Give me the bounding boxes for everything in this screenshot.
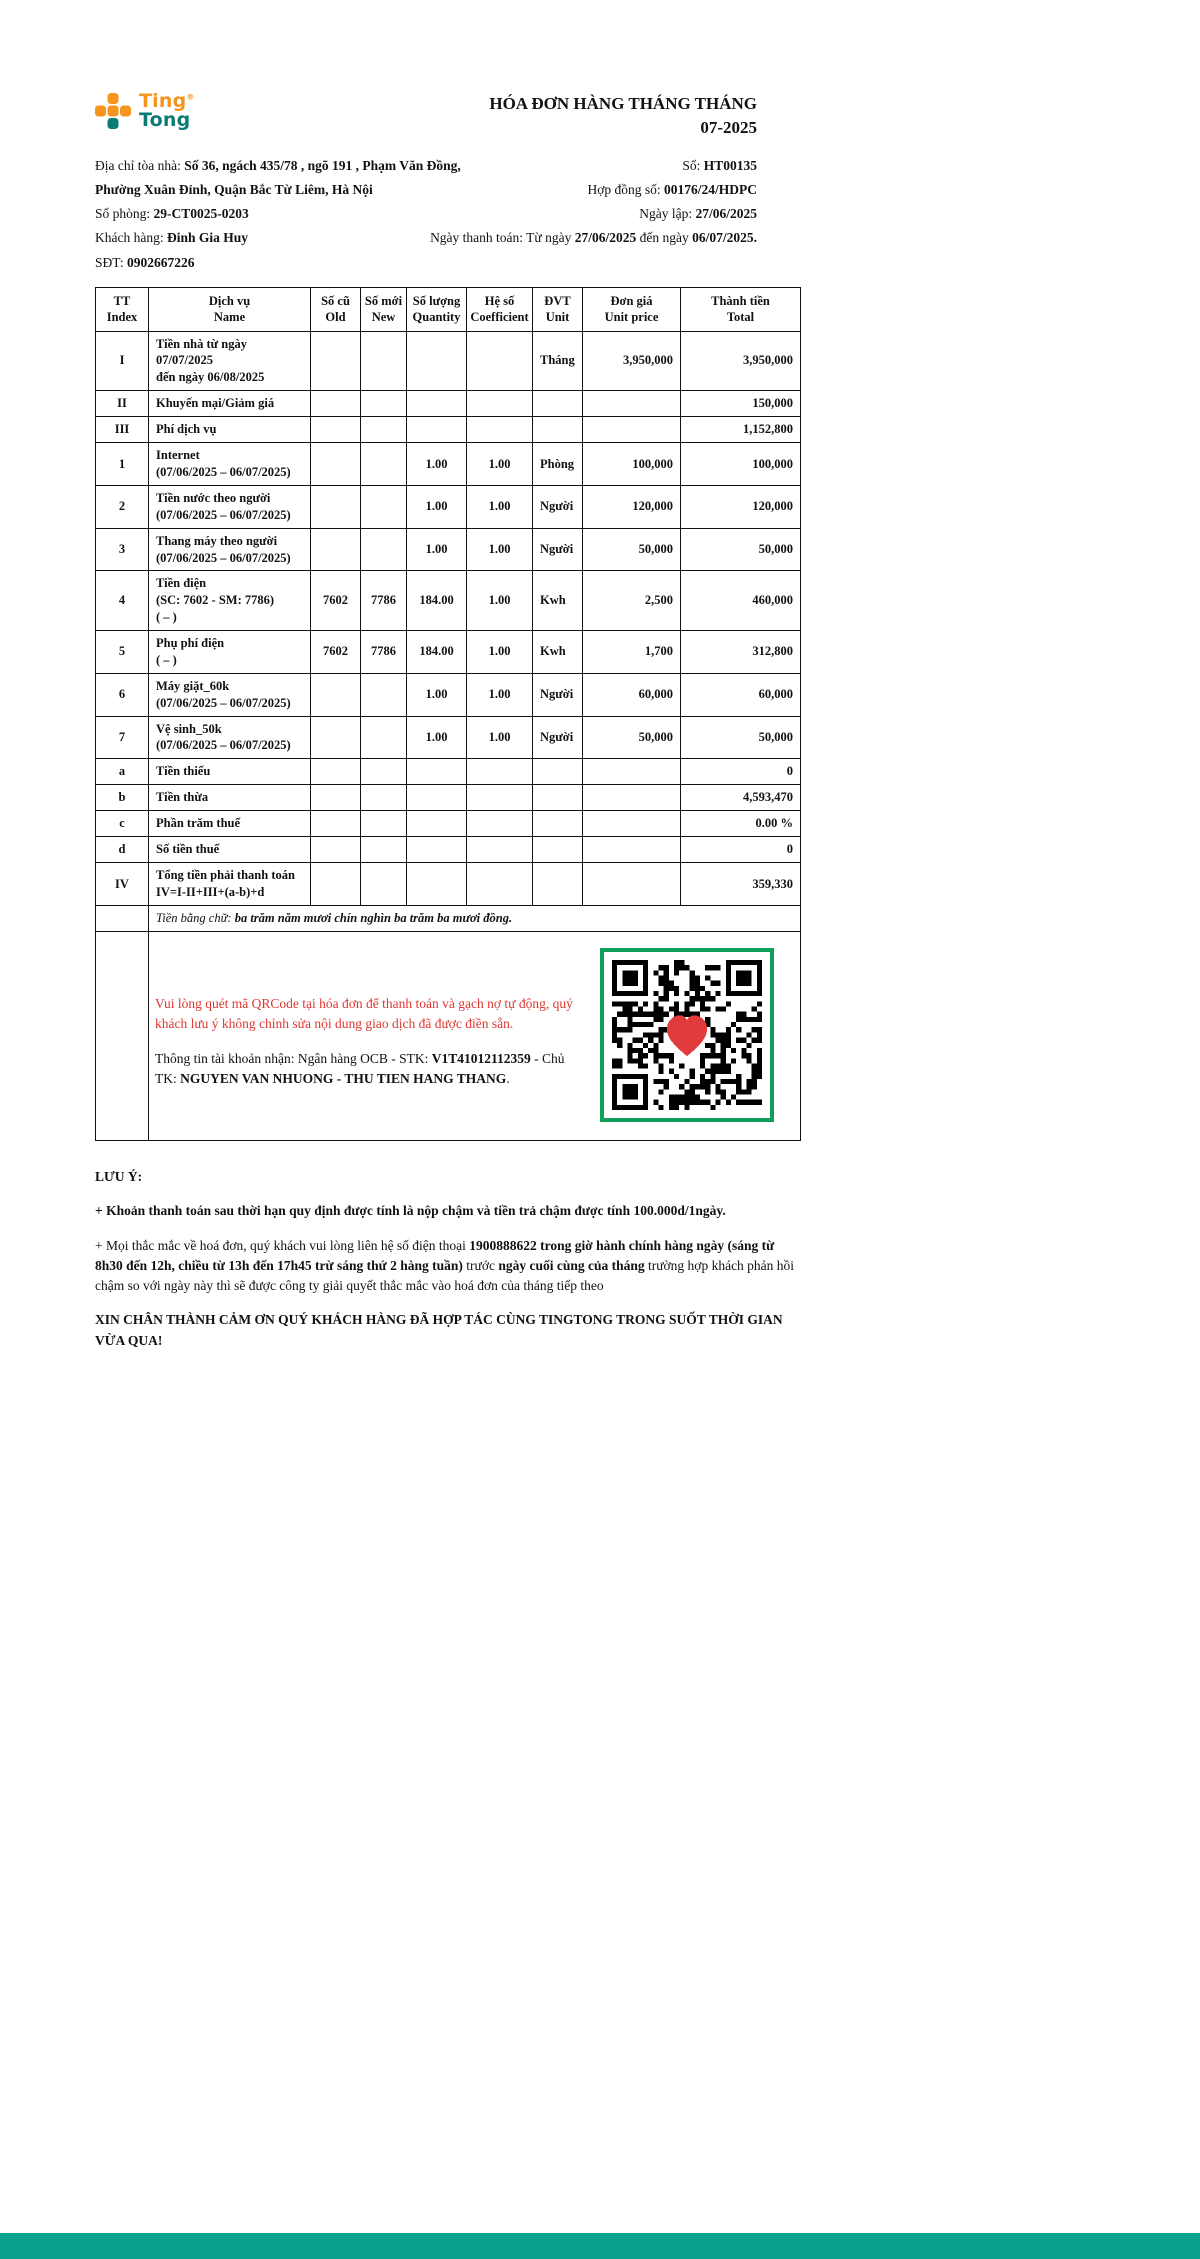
new-reading	[361, 528, 407, 571]
coefficient	[467, 785, 533, 811]
table-row	[96, 785, 801, 811]
column-header: TT Index	[96, 288, 149, 332]
quantity: 1.00	[407, 716, 467, 759]
amount-in-words-value: ba trăm năm mươi chín nghìn ba trăm ba mươi đồng.	[234, 911, 513, 926]
amount-in-words-label: Tiền bằng chữ:	[156, 911, 235, 926]
table-row	[96, 391, 801, 417]
qr-code-image	[612, 960, 762, 1110]
hotline-number: 1900888622 trong giờ hành chính hàng ngày (sáng từ 8h30 đến 12h, chiều từ 13h đến 17h45 trừ sáng thứ 2 hàng tuần)	[95, 1237, 775, 1273]
unit	[533, 759, 583, 785]
quantity	[407, 811, 467, 837]
new-reading	[361, 417, 407, 443]
note-hotline: + Mọi thắc mắc về hoá đơn, quý khách vui lòng liên hệ số điện thoại 1900888622 trong giờ hành chính hàng ngày (sáng từ 8h30 đến 12h, chiều từ 13h đến 17h45 trừ sáng thứ 2 hàng tuần) trước ngày cuối cùng của tháng trường hợp khách phản hồi chậm so với ngày này thì sẽ được công ty giải quyết thắc mắc vào hoá đơn của tháng tiếp theo	[95, 1237, 795, 1294]
new-reading: 7786	[361, 631, 407, 674]
unit	[533, 811, 583, 837]
unit-price: 100,000	[583, 443, 681, 486]
unit-price: 60,000	[583, 673, 681, 716]
contract-label: Hợp đồng số:	[587, 181, 664, 197]
customer-label: Khách hàng:	[95, 230, 167, 246]
old-reading: 7602	[311, 631, 361, 674]
invoice-table-body	[96, 331, 801, 906]
table-row	[96, 863, 801, 906]
payment-account-info: Thông tin tài khoản nhận: Ngân hàng OCB - STK: V1T41012112359 - Chủ TK: NGUYEN VAN NHUONG - THU TIEN HANG THANG.	[155, 1050, 565, 1086]
address-value-2: Phường Xuân Đỉnh, Quận Bắc Từ Liêm, Hà Nội	[95, 181, 373, 197]
unit-price	[583, 759, 681, 785]
coefficient	[467, 759, 533, 785]
row-index: 5	[96, 631, 149, 674]
unit	[533, 863, 583, 906]
service-name: Tổng tiền phải thanh toán IV=I-II+III+(a-b)+d	[149, 863, 311, 906]
amount-in-words-row	[96, 906, 801, 932]
coefficient	[467, 331, 533, 391]
coefficient	[467, 391, 533, 417]
payment-period-end: .	[753, 230, 757, 246]
column-header: Thành tiền Total	[681, 288, 801, 332]
row-index: c	[96, 811, 149, 837]
column-header: Số mới New	[361, 288, 407, 332]
total: 3,950,000	[681, 331, 801, 391]
service-name: Số tiền thuế	[149, 837, 311, 863]
total: 0	[681, 837, 801, 863]
service-name: Máy giặt_60k (07/06/2025 – 06/07/2025)	[149, 673, 311, 716]
column-header: Số lượng Quantity	[407, 288, 467, 332]
old-reading	[311, 443, 361, 486]
payment-from-date: 27/06/2025	[574, 230, 637, 246]
row-index: 4	[96, 571, 149, 631]
invoice-number-label: Số:	[682, 157, 704, 173]
old-reading	[311, 331, 361, 391]
unit-price	[583, 417, 681, 443]
building-address-line2	[95, 178, 587, 202]
coefficient	[467, 837, 533, 863]
total: 4,593,470	[681, 785, 801, 811]
room-number	[95, 202, 639, 226]
new-reading	[361, 443, 407, 486]
issue-date	[639, 202, 800, 226]
payment-to-date: 06/07/2025	[692, 230, 754, 246]
footer-bar	[0, 2233, 1200, 2259]
service-name: Thang máy theo người (07/06/2025 – 06/07/2025)	[149, 528, 311, 571]
column-header: ĐVT Unit	[533, 288, 583, 332]
coefficient: 1.00	[467, 631, 533, 674]
coefficient: 1.00	[467, 673, 533, 716]
new-reading	[361, 331, 407, 391]
table-row	[96, 716, 801, 759]
payment-period-mid: đến ngày	[636, 230, 693, 246]
service-name: Tiền nhà từ ngày 07/07/2025 đến ngày 06/08/2025	[149, 331, 311, 391]
quantity	[407, 785, 467, 811]
quantity: 1.00	[407, 528, 467, 571]
total: 100,000	[681, 443, 801, 486]
logo-ting-text: Ting	[139, 90, 187, 112]
total: 60,000	[681, 673, 801, 716]
logo-tong: Tong	[139, 109, 191, 131]
old-reading	[311, 673, 361, 716]
row-index: II	[96, 391, 149, 417]
column-header: Dịch vụ Name	[149, 288, 311, 332]
quantity	[407, 331, 467, 391]
payment-period-label: Ngày thanh toán: Từ ngày	[430, 230, 575, 246]
coefficient: 1.00	[467, 716, 533, 759]
row-index: 3	[96, 528, 149, 571]
invoice-number-value: HT00135	[703, 157, 757, 173]
row-index: III	[96, 417, 149, 443]
coefficient: 1.00	[467, 443, 533, 486]
coefficient: 1.00	[467, 485, 533, 528]
notes-heading: LƯU Ý:	[95, 1169, 143, 1185]
row-index: IV	[96, 863, 149, 906]
unit-price	[583, 785, 681, 811]
old-reading	[311, 485, 361, 528]
table-row	[96, 571, 801, 631]
unit-price: 3,950,000	[583, 331, 681, 391]
unit: Phòng	[533, 443, 583, 486]
table-row	[96, 417, 801, 443]
table-row	[96, 759, 801, 785]
empty-index-cell	[96, 906, 149, 932]
invoice-number	[682, 154, 800, 178]
service-name: Internet (07/06/2025 – 06/07/2025)	[149, 443, 311, 486]
unit-price	[583, 391, 681, 417]
phone-value: 0902667226	[126, 254, 195, 270]
column-header: Đơn giá Unit price	[583, 288, 681, 332]
service-name: Khuyến mại/Giảm giá	[149, 391, 311, 417]
service-name: Tiền nước theo người (07/06/2025 – 06/07/2025)	[149, 485, 311, 528]
payment-period	[430, 226, 800, 250]
row-index: 1	[96, 443, 149, 486]
old-reading	[311, 837, 361, 863]
unit: Người	[533, 485, 583, 528]
total: 50,000	[681, 716, 801, 759]
new-reading: 7786	[361, 571, 407, 631]
old-reading	[311, 759, 361, 785]
total: 0	[681, 759, 801, 785]
coefficient	[467, 863, 533, 906]
invoice-table-head-row	[96, 288, 801, 332]
registered-mark: ®	[186, 92, 195, 102]
meta-row	[95, 154, 800, 178]
total: 359,330	[681, 863, 801, 906]
unit-price: 1,700	[583, 631, 681, 674]
contract-value: 00176/24/HDPC	[664, 181, 757, 197]
total: 0.00 %	[681, 811, 801, 837]
row-index: I	[96, 331, 149, 391]
qr-code	[600, 948, 774, 1122]
note-late-payment: + Khoản thanh toán sau thời hạn quy định được tính là nộp chậm và tiền trả chậm được tính 100.000d/1ngày.	[95, 1203, 726, 1219]
table-row	[96, 528, 801, 571]
meta-row	[95, 178, 800, 202]
new-reading	[361, 673, 407, 716]
quantity: 1.00	[407, 443, 467, 486]
amount-in-words	[149, 906, 801, 932]
tingtong-logo	[95, 92, 195, 130]
quantity: 1.00	[407, 673, 467, 716]
unit-price: 50,000	[583, 528, 681, 571]
invoice-page	[95, 92, 800, 1351]
thank-you-message: XIN CHÂN THÀNH CẢM ƠN QUÝ KHÁCH HÀNG ĐÃ HỢP TÁC CÙNG TINGTONG TRONG SUỐT THỜI GIAN VỪA QUA!	[95, 1312, 783, 1348]
empty-index-cell	[96, 932, 149, 1141]
old-reading	[311, 716, 361, 759]
customer-name	[95, 226, 430, 250]
unit-price	[583, 811, 681, 837]
new-reading	[361, 716, 407, 759]
coefficient	[467, 811, 533, 837]
table-row	[96, 673, 801, 716]
meta-row	[95, 226, 800, 250]
quantity	[407, 417, 467, 443]
meta-row	[95, 202, 800, 226]
row-index: d	[96, 837, 149, 863]
new-reading	[361, 759, 407, 785]
quantity	[407, 837, 467, 863]
table-row	[96, 631, 801, 674]
old-reading	[311, 391, 361, 417]
meta-row	[95, 251, 800, 275]
unit: Người	[533, 716, 583, 759]
unit	[533, 391, 583, 417]
service-name: Tiền thiếu	[149, 759, 311, 785]
new-reading	[361, 837, 407, 863]
coefficient: 1.00	[467, 528, 533, 571]
address-value-1: Số 36, ngách 435/78 , ngõ 191 , Phạm Văn Đồng,	[184, 157, 461, 173]
service-name: Phần trăm thuế	[149, 811, 311, 837]
old-reading	[311, 863, 361, 906]
quantity: 1.00	[407, 485, 467, 528]
address-label: Địa chỉ tòa nhà:	[95, 157, 185, 173]
quantity: 184.00	[407, 631, 467, 674]
row-index: 7	[96, 716, 149, 759]
new-reading	[361, 863, 407, 906]
footer-notes	[95, 1167, 800, 1351]
header	[95, 92, 800, 140]
service-name: Phụ phí điện ( – )	[149, 631, 311, 674]
new-reading	[361, 811, 407, 837]
old-reading	[311, 785, 361, 811]
total: 50,000	[681, 528, 801, 571]
total: 460,000	[681, 571, 801, 631]
customer-value: Đinh Gia Huy	[166, 230, 249, 246]
unit: Tháng	[533, 331, 583, 391]
unit: Kwh	[533, 631, 583, 674]
table-row	[96, 837, 801, 863]
old-reading	[311, 811, 361, 837]
total: 312,800	[681, 631, 801, 674]
coefficient: 1.00	[467, 571, 533, 631]
qr-row	[96, 932, 801, 1141]
row-index: a	[96, 759, 149, 785]
table-row	[96, 811, 801, 837]
qr-instruction-text: Vui lòng quét mã QRCode tại hóa đơn để thanh toán và gạch nợ tự động, quý khách lưu ý không chỉnh sửa nội dung giao dịch đã được điền sẵn.	[155, 996, 573, 1032]
invoice-title: HÓA ĐƠN HÀNG THÁNG THÁNG 07-2025	[489, 94, 757, 137]
total: 1,152,800	[681, 417, 801, 443]
unit	[533, 417, 583, 443]
quantity	[407, 759, 467, 785]
new-reading	[361, 485, 407, 528]
row-index: 2	[96, 485, 149, 528]
service-name: Vệ sinh_50k (07/06/2025 – 06/07/2025)	[149, 716, 311, 759]
unit-price: 2,500	[583, 571, 681, 631]
table-row	[96, 443, 801, 486]
unit	[533, 837, 583, 863]
service-name: Tiền điện (SC: 7602 - SM: 7786) ( – )	[149, 571, 311, 631]
total: 150,000	[681, 391, 801, 417]
unit: Người	[533, 673, 583, 716]
column-header: Số cũ Old	[311, 288, 361, 332]
row-index: 6	[96, 673, 149, 716]
issue-date-value: 27/06/2025	[695, 206, 757, 222]
building-address-line1	[95, 154, 682, 178]
quantity	[407, 863, 467, 906]
room-value: 29-CT0025-0203	[153, 206, 249, 222]
room-label: Số phòng:	[95, 206, 154, 222]
unit-price: 50,000	[583, 716, 681, 759]
contract-number	[587, 178, 800, 202]
row-index: b	[96, 785, 149, 811]
logo-wordmark	[139, 92, 195, 130]
quantity: 184.00	[407, 571, 467, 631]
invoice-meta	[95, 154, 800, 275]
unit-price: 120,000	[583, 485, 681, 528]
unit: Kwh	[533, 571, 583, 631]
total: 120,000	[681, 485, 801, 528]
old-reading: 7602	[311, 571, 361, 631]
new-reading	[361, 391, 407, 417]
unit-price	[583, 837, 681, 863]
unit-price	[583, 863, 681, 906]
table-row	[96, 485, 801, 528]
phone-label: SĐT:	[95, 254, 127, 270]
old-reading	[311, 417, 361, 443]
issue-date-label: Ngày lập:	[639, 206, 696, 222]
unit: Người	[533, 528, 583, 571]
service-name: Phí dịch vụ	[149, 417, 311, 443]
service-name: Tiền thừa	[149, 785, 311, 811]
unit	[533, 785, 583, 811]
qr-section	[149, 932, 800, 1140]
table-row	[96, 331, 801, 391]
tingtong-flower-icon	[95, 93, 131, 129]
customer-phone	[95, 251, 757, 275]
account-holder: NGUYEN VAN NHUONG - THU TIEN HANG THANG	[180, 1070, 507, 1086]
old-reading	[311, 528, 361, 571]
invoice-table	[95, 287, 801, 1141]
quantity	[407, 391, 467, 417]
column-header: Hệ số Coefficient	[467, 288, 533, 332]
account-number: V1T41012112359	[431, 1050, 531, 1066]
coefficient	[467, 417, 533, 443]
new-reading	[361, 785, 407, 811]
